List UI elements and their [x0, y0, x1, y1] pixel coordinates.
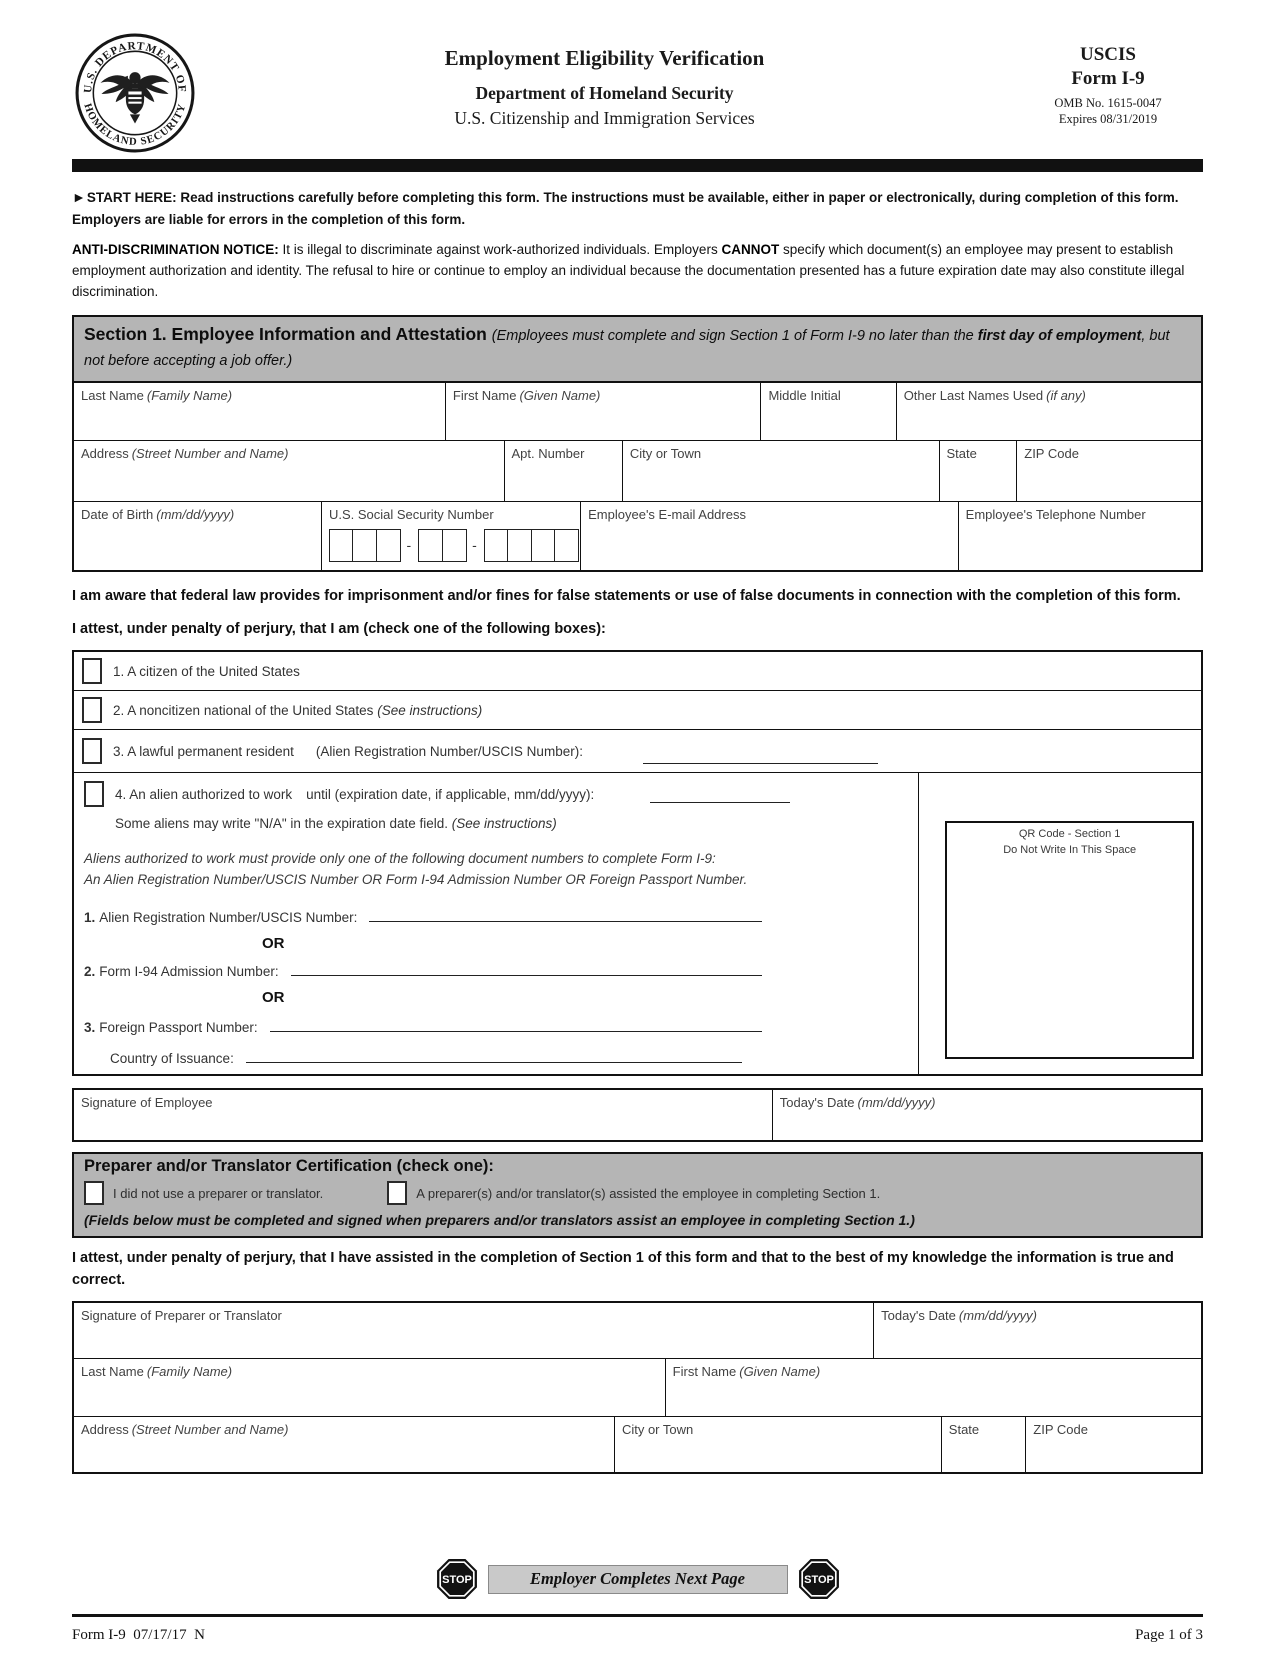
preparer-fields-note: (Fields below must be completed and signed when preparers and/or translators assist an employee in completing Section 1.)	[84, 1212, 915, 1229]
ssn-field[interactable]	[322, 502, 581, 570]
qr-code-title: QR Code - Section 1	[1018, 828, 1121, 841]
employee-date-field[interactable]	[773, 1090, 1201, 1140]
alien-registration-writein-line[interactable]	[369, 921, 762, 922]
label-text: Address	[81, 1421, 129, 1437]
table-row	[74, 1417, 1201, 1472]
label-text: 2. A noncitizen national of the United States	[113, 702, 374, 718]
permanent-resident-checkbox[interactable]	[82, 738, 102, 764]
address-field[interactable]	[74, 441, 505, 501]
preparer-attestation: I attest, under penalty of perjury, that I have assisted in the completion of Section 1 of this form and that to the best of my knowledge the information is true and correct.	[72, 1250, 1174, 1288]
foreign-passport-writein-line[interactable]	[270, 1031, 763, 1032]
phone-field[interactable]	[959, 502, 1201, 570]
qr-code-box	[945, 821, 1194, 1059]
middle-initial-label: Middle Initial	[768, 387, 841, 403]
or-separator: OR	[262, 935, 285, 953]
option-citizen-row	[74, 652, 1201, 691]
label-hint: (Given Name)	[739, 1363, 821, 1379]
expiration-date-writein-line[interactable]	[650, 802, 790, 803]
ssn-dash: -	[472, 537, 477, 554]
preparer-city-field[interactable]	[615, 1417, 942, 1472]
alien-authorized-line	[84, 781, 908, 807]
ssn-box[interactable]	[554, 529, 579, 562]
section1-header	[72, 315, 1203, 383]
apt-number-label: Apt. Number	[511, 445, 585, 461]
first-name-field[interactable]	[446, 383, 762, 440]
doc1-number: 1.	[84, 910, 96, 926]
expiration-date: Expires 08/31/2019	[1058, 112, 1158, 126]
preparer-last-name-field[interactable]	[74, 1359, 666, 1416]
preparer-title: Preparer and/or Translator Certification (check one):	[84, 1157, 494, 1176]
form-header	[72, 32, 1203, 154]
employee-signature-table	[72, 1088, 1203, 1142]
table-row	[74, 1303, 1201, 1359]
employee-info-table	[72, 383, 1203, 572]
label-hint: (mm/dd/yyyy)	[156, 506, 235, 522]
label-text: First Name	[672, 1363, 737, 1379]
option-permanent-resident-row	[74, 730, 1201, 773]
label-text: Other Last Names Used	[903, 387, 1044, 403]
header-divider-bar	[72, 159, 1203, 172]
stop-text: STOP	[441, 1574, 472, 1587]
option-alien-authorized-row	[74, 773, 1201, 1074]
preparer-section-header	[72, 1152, 1203, 1238]
no-preparer-label: I did not use a preparer or translator.	[113, 1185, 324, 1201]
doc2-label	[84, 964, 279, 979]
preparer-last-name-label	[81, 1364, 232, 1379]
used-preparer-label: A preparer(s) and/or translator(s) assisted the employee in completing Section 1.	[416, 1185, 881, 1201]
qr-code-warning: Do Not Write In This Space	[1003, 843, 1137, 856]
stop-text: STOP	[803, 1574, 834, 1587]
form-revision-id: Form I-9 07/17/17 N	[72, 1627, 205, 1643]
option-citizen-label: 1. A citizen of the United States	[113, 663, 300, 679]
label-text: Foreign Passport Number:	[99, 1020, 258, 1036]
dob-field[interactable]	[74, 502, 322, 570]
apt-number-field[interactable]	[505, 441, 623, 501]
attestation-instruction: I attest, under penalty of perjury, that I am (check one of the following boxes):	[72, 621, 606, 638]
ssn-box[interactable]	[352, 529, 377, 562]
form-agency: U.S. Citizenship and Immigration Services	[454, 108, 755, 128]
zip-label: ZIP Code	[1024, 445, 1079, 461]
form-department: Department of Homeland Security	[475, 83, 734, 103]
alien-number-paren-label: (Alien Registration Number/USCIS Number):	[315, 743, 583, 759]
na-note	[115, 816, 908, 831]
ssn-box[interactable]	[418, 529, 443, 562]
stop-sign-icon	[436, 1558, 478, 1600]
preparer-signature-field[interactable]	[74, 1303, 874, 1358]
page-number: Page 1 of 3	[1135, 1627, 1203, 1643]
table-row	[74, 1090, 1201, 1140]
preparer-state-field[interactable]	[942, 1417, 1027, 1472]
other-last-names-label	[904, 388, 1086, 403]
doc1-label	[84, 910, 357, 925]
anti-discrimination-notice	[72, 240, 1203, 303]
form-title: Employment Eligibility Verification	[444, 46, 765, 70]
table-row	[74, 1359, 1201, 1417]
city-label: City or Town	[629, 445, 702, 461]
ssn-boxes	[329, 529, 573, 562]
label-hint: (Street Number and Name)	[131, 445, 289, 461]
citizen-checkbox[interactable]	[82, 658, 102, 684]
preparer-state-label: State	[948, 1421, 980, 1437]
table-row	[74, 441, 1201, 502]
label-hint: (mm/dd/yyyy)	[857, 1095, 936, 1111]
ssn-box[interactable]	[484, 529, 509, 562]
label-text: Today's Date	[881, 1307, 956, 1323]
aliens-document-note	[84, 849, 879, 891]
alien-registration-number-line	[84, 910, 908, 925]
city-field[interactable]	[623, 441, 940, 501]
noncitizen-national-checkbox[interactable]	[82, 697, 102, 723]
used-preparer-checkbox[interactable]	[387, 1181, 407, 1205]
zip-field[interactable]	[1017, 441, 1201, 501]
label-text: Date of Birth	[81, 506, 154, 522]
address-label	[81, 446, 288, 461]
ad-notice-text-1: It is illegal to discriminate against work-authorized individuals. Employers	[282, 242, 718, 258]
label-text: Last Name	[81, 387, 144, 403]
label-hint: (Family Name)	[146, 1363, 233, 1379]
doc3-number: 3.	[84, 1020, 96, 1036]
ssn-box[interactable]	[442, 529, 467, 562]
email-field[interactable]	[581, 502, 959, 570]
label-text: Some aliens may write "N/A" in the expiration date field.	[115, 816, 448, 832]
label-text: Form I-94 Admission Number:	[99, 964, 279, 980]
form-number: Form I-9	[1071, 68, 1145, 89]
start-here-notice	[72, 186, 1203, 230]
doc3-label	[84, 1020, 258, 1035]
aliens-note-line-1: Aliens authorized to work must provide only one of the following document numbers to complete Form I-9:	[84, 851, 716, 867]
qr-code-column	[919, 773, 1201, 1074]
label-text: Today's Date	[779, 1095, 855, 1111]
stop-sign-icon	[798, 1558, 840, 1600]
label-hint: (Family Name)	[146, 387, 233, 403]
ad-notice-label: ANTI-DISCRIMINATION NOTICE:	[72, 242, 279, 258]
table-row	[74, 502, 1201, 570]
label-hint: (See instructions)	[377, 702, 483, 718]
aliens-note-line-2: An Alien Registration Number/USCIS Number OR Form I-94 Admission Number OR Foreign Passport Number.	[84, 872, 748, 888]
label-text: Last Name	[81, 1363, 144, 1379]
preparer-info-table	[72, 1301, 1203, 1474]
country-label: Country of Issuance:	[110, 1051, 234, 1067]
omb-number: OMB No. 1615-0047	[1054, 96, 1162, 110]
preparer-signature-label: Signature of Preparer or Translator	[81, 1307, 282, 1323]
preparer-date-field[interactable]	[874, 1303, 1201, 1358]
seal-top-text: U.S. DEPARTMENT OF	[82, 40, 188, 94]
footer-text-row	[72, 1627, 1203, 1644]
used-preparer-option	[387, 1181, 880, 1205]
start-arrow-icon: ►	[72, 189, 87, 205]
preparer-first-name-label	[673, 1364, 820, 1379]
alien-number-writein-line[interactable]	[643, 763, 878, 764]
first-name-label	[453, 388, 600, 403]
preparer-city-label: City or Town	[621, 1421, 694, 1437]
page-footer	[72, 1558, 1203, 1644]
citizenship-status-box	[72, 650, 1203, 1076]
preparer-first-name-field[interactable]	[666, 1359, 1201, 1416]
label-hint: (if any)	[1046, 387, 1086, 403]
label-text: First Name	[452, 387, 517, 403]
phone-label: Employee's Telephone Number	[965, 506, 1146, 522]
label-hint: (See instructions)	[451, 816, 557, 832]
option-noncitizen-row	[74, 691, 1201, 730]
preparer-zip-field[interactable]	[1026, 1417, 1201, 1472]
option-noncitizen-label	[113, 703, 482, 718]
last-name-label	[81, 388, 232, 403]
start-here-label: START HERE:	[86, 190, 177, 205]
ssn-box[interactable]	[376, 529, 401, 562]
i94-number-line	[84, 964, 908, 979]
i94-writein-line[interactable]	[291, 975, 763, 976]
dhs-seal	[74, 32, 196, 154]
middle-initial-field[interactable]	[761, 383, 896, 440]
other-last-names-field[interactable]	[897, 383, 1201, 440]
preparer-zip-label: ZIP Code	[1033, 1421, 1088, 1437]
country-writein-line[interactable]	[246, 1062, 742, 1063]
table-row	[74, 383, 1201, 441]
doc2-number: 2.	[84, 964, 96, 980]
label-hint: (Street Number and Name)	[131, 1421, 289, 1437]
preparer-address-field[interactable]	[74, 1417, 615, 1472]
foreign-passport-line	[84, 1020, 908, 1035]
employee-signature-field[interactable]	[74, 1090, 773, 1140]
uscis-label: USCIS	[1080, 44, 1136, 65]
section1-subtitle-bold: first day of employment	[977, 327, 1142, 344]
option-permanent-resident-label: 3. A lawful permanent resident	[113, 743, 294, 759]
employee-signature-label: Signature of Employee	[81, 1095, 213, 1111]
email-label: Employee's E-mail Address	[588, 506, 746, 522]
seal-bottom-text: HOMELAND SECURITY	[81, 101, 189, 148]
ad-notice-text-2: specify which document(s) an employee may present to establish employment authorization and identity. The refusal to hire or continue to employ an individual because the documentation presented has a future expiration date may also constitute illegal discrimination.	[72, 242, 1185, 300]
preparer-address-label	[81, 1422, 288, 1437]
until-expiration-label: until (expiration date, if applicable, mm/dd/yyyy):	[306, 786, 595, 802]
label-hint: (Given Name)	[519, 387, 601, 403]
employer-completes-banner: Employer Completes Next Page	[488, 1565, 788, 1594]
alien-authorized-checkbox[interactable]	[84, 781, 104, 807]
ad-notice-cannot: CANNOT	[721, 242, 780, 258]
section1-subtitle-text-2: , but not before accepting a job offer.)	[84, 327, 1170, 370]
section1-title: Section 1. Employee Information and Attestation	[84, 323, 487, 344]
ssn-box[interactable]	[507, 529, 532, 562]
preparer-date-label	[881, 1308, 1037, 1323]
ssn-label: U.S. Social Security Number	[328, 506, 494, 522]
label-hint: (mm/dd/yyyy)	[958, 1307, 1037, 1323]
ssn-dash: -	[406, 537, 412, 554]
employer-next-page-banner-row	[72, 1558, 1203, 1600]
dob-label	[81, 507, 234, 522]
country-of-issuance-line	[110, 1051, 908, 1066]
state-field[interactable]	[940, 441, 1018, 501]
footer-rule	[72, 1614, 1203, 1617]
ssn-box[interactable]	[531, 529, 556, 562]
state-label: State	[946, 445, 977, 461]
no-preparer-checkbox[interactable]	[84, 1181, 104, 1205]
label-text: Alien Registration Number/USCIS Number:	[99, 910, 358, 926]
or-separator: OR	[262, 989, 285, 1007]
ssn-box[interactable]	[329, 529, 354, 562]
option-alien-label: 4. An alien authorized to work	[115, 786, 293, 802]
preparer-checkbox-row	[84, 1181, 1191, 1205]
label-text: Address	[81, 445, 129, 461]
section1-subtitle-text-1: (Employees must complete and sign Section 1 of Form I-9 no later than the	[491, 327, 974, 344]
employee-date-label	[780, 1095, 936, 1110]
federal-law-warning: I am aware that federal law provides for imprisonment and/or fines for false statements or use of false documents in connection with the completion of this form.	[72, 587, 1181, 604]
last-name-field[interactable]	[74, 383, 446, 440]
alien-authorized-cell	[74, 773, 919, 1074]
start-here-text: Read instructions carefully before completing this form. The instructions must be available, either in paper or electronically, during completion of this form. Employers are liable for errors in the completion of this form.	[72, 190, 1179, 227]
